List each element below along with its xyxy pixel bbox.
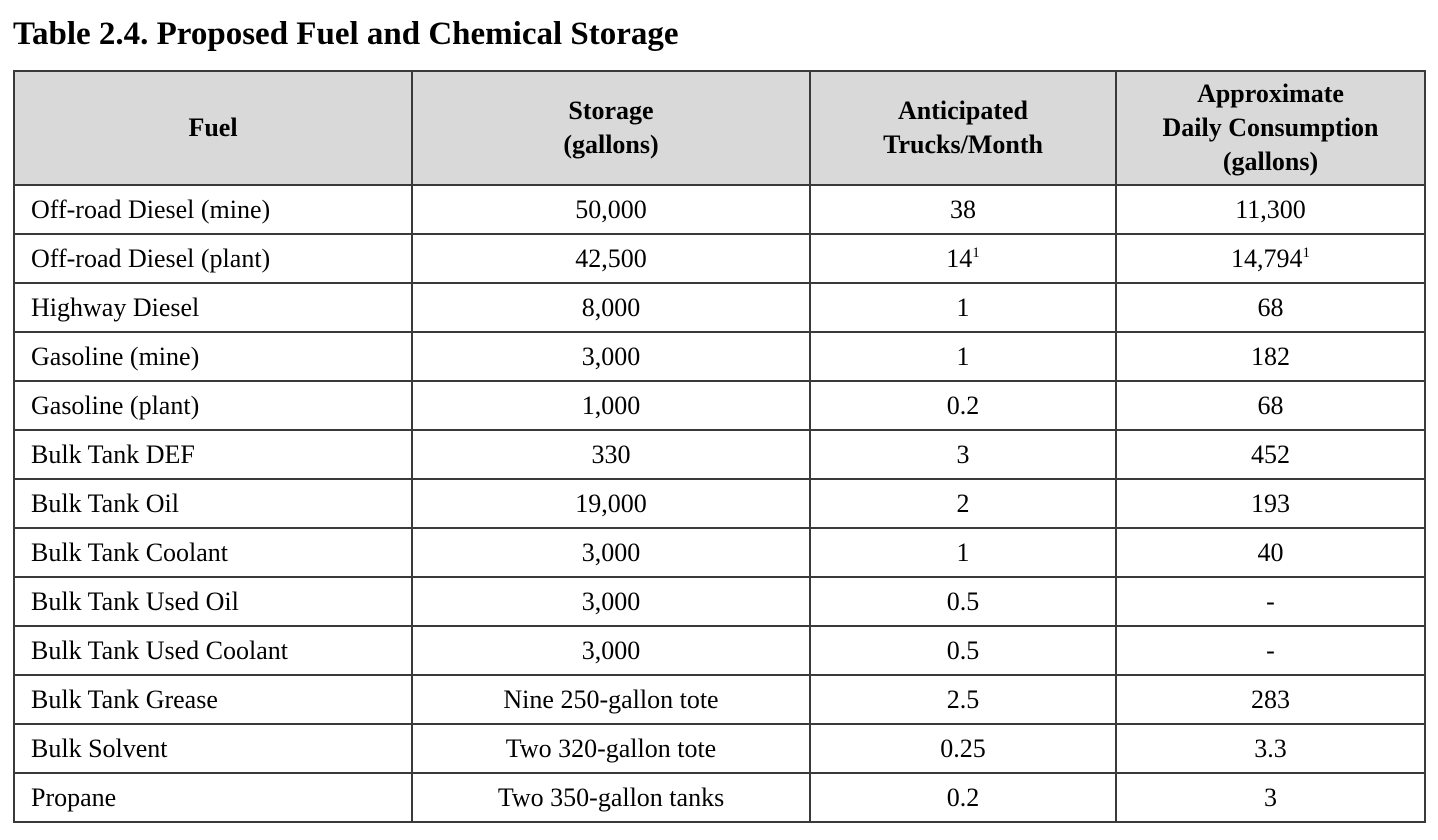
cell-storage — [412, 675, 810, 724]
cell-consumption — [1116, 528, 1425, 577]
cell-fuel-value: Highway Diesel — [31, 292, 200, 322]
cell-fuel-value: Gasoline (mine) — [31, 341, 200, 371]
footnote-marker: 1 — [1302, 244, 1310, 261]
cell-consumption — [1116, 283, 1425, 332]
cell-fuel-value: Bulk Tank Used Coolant — [31, 635, 288, 665]
cell-consumption-value: - — [1266, 586, 1275, 616]
table-row — [14, 626, 1425, 675]
table-row — [14, 528, 1425, 577]
cell-fuel — [14, 234, 412, 283]
cell-trucks-value: 2 — [956, 488, 970, 518]
table-row — [14, 724, 1425, 773]
cell-trucks-value: 0.25 — [940, 733, 986, 763]
table-row — [14, 283, 1425, 332]
header-fuel — [14, 71, 412, 185]
cell-fuel-value: Off-road Diesel (mine) — [31, 194, 271, 224]
cell-consumption-value: - — [1266, 635, 1275, 665]
cell-fuel — [14, 528, 412, 577]
cell-trucks-value: 0.5 — [946, 635, 980, 665]
cell-trucks-value: 1 — [956, 537, 970, 567]
table-row — [14, 675, 1425, 724]
cell-fuel-value: Bulk Tank Coolant — [31, 537, 229, 567]
cell-storage — [412, 479, 810, 528]
cell-trucks — [810, 381, 1116, 430]
cell-fuel — [14, 773, 412, 822]
cell-fuel — [14, 332, 412, 381]
cell-trucks — [810, 626, 1116, 675]
header-line: Trucks/Month — [883, 130, 1043, 159]
cell-fuel-value: Off-road Diesel (plant) — [31, 243, 271, 273]
cell-fuel — [14, 577, 412, 626]
cell-fuel-value: Bulk Tank Oil — [31, 488, 179, 518]
header-line: (gallons) — [1222, 147, 1319, 176]
cell-consumption-value: 3 — [1264, 782, 1277, 812]
fuel-storage-table — [13, 70, 1426, 823]
cell-trucks — [810, 773, 1116, 822]
cell-storage — [412, 185, 810, 234]
header-consumption — [1116, 71, 1425, 185]
cell-storage-value: 3,000 — [581, 537, 641, 567]
table-row — [14, 479, 1425, 528]
cell-fuel — [14, 675, 412, 724]
header-line: Storage — [568, 96, 654, 125]
cell-consumption — [1116, 381, 1425, 430]
cell-storage-value: 19,000 — [575, 488, 647, 518]
cell-trucks — [810, 577, 1116, 626]
cell-trucks — [810, 234, 1116, 283]
cell-fuel — [14, 626, 412, 675]
cell-trucks — [810, 675, 1116, 724]
header-line: (gallons) — [563, 130, 659, 159]
cell-fuel — [14, 381, 412, 430]
footnote-marker: 1 — [972, 244, 980, 261]
cell-trucks — [810, 430, 1116, 479]
header-trucks — [810, 71, 1116, 185]
cell-storage — [412, 626, 810, 675]
cell-trucks-value: 38 — [950, 194, 976, 224]
table-row — [14, 773, 1425, 822]
cell-storage — [412, 381, 810, 430]
cell-trucks — [810, 283, 1116, 332]
cell-fuel-value: Bulk Tank DEF — [31, 439, 195, 469]
table-row — [14, 381, 1425, 430]
cell-storage-value: 50,000 — [575, 194, 647, 224]
cell-trucks-value: 2.5 — [946, 684, 980, 714]
cell-storage-value: 1,000 — [581, 390, 641, 420]
cell-storage-value: 42,500 — [575, 243, 647, 273]
header-storage — [412, 71, 810, 185]
table-body — [14, 185, 1425, 822]
cell-consumption-value: 14,794 — [1231, 243, 1303, 273]
header-line: Approximate — [1197, 79, 1344, 108]
cell-trucks-value: 0.5 — [946, 586, 980, 616]
header-line: Daily Consumption — [1162, 113, 1379, 142]
cell-consumption — [1116, 332, 1425, 381]
cell-trucks-value: 1 — [956, 292, 970, 322]
cell-storage — [412, 528, 810, 577]
cell-storage — [412, 332, 810, 381]
cell-consumption-value: 3.3 — [1254, 733, 1287, 763]
cell-consumption — [1116, 724, 1425, 773]
table-title: Table 2.4. Proposed Fuel and Chemical Storage — [13, 16, 679, 52]
cell-trucks — [810, 528, 1116, 577]
cell-storage — [412, 283, 810, 332]
cell-trucks-value: 0.2 — [946, 782, 980, 812]
table-row — [14, 185, 1425, 234]
cell-trucks — [810, 332, 1116, 381]
cell-trucks — [810, 724, 1116, 773]
cell-consumption — [1116, 430, 1425, 479]
cell-fuel-value: Bulk Tank Used Oil — [31, 586, 239, 616]
cell-consumption — [1116, 626, 1425, 675]
cell-storage-value: Two 320-gallon tote — [505, 733, 717, 763]
cell-consumption — [1116, 577, 1425, 626]
cell-storage-value: 3,000 — [581, 586, 641, 616]
cell-storage — [412, 773, 810, 822]
cell-consumption — [1116, 479, 1425, 528]
cell-fuel-value: Propane — [31, 782, 117, 812]
header-row — [14, 71, 1425, 185]
cell-consumption-value: 283 — [1251, 684, 1290, 714]
cell-storage — [412, 724, 810, 773]
cell-consumption-value: 68 — [1257, 292, 1284, 322]
cell-storage-value: 3,000 — [581, 341, 641, 371]
header-line: Anticipated — [898, 96, 1028, 125]
cell-fuel — [14, 430, 412, 479]
cell-storage-value: 330 — [591, 439, 631, 469]
table-row — [14, 430, 1425, 479]
cell-storage — [412, 234, 810, 283]
cell-fuel — [14, 724, 412, 773]
cell-consumption-value: 452 — [1251, 439, 1290, 469]
cell-consumption — [1116, 675, 1425, 724]
cell-trucks-value: 3 — [956, 439, 970, 469]
cell-storage-value: Two 350-gallon tanks — [497, 782, 725, 812]
cell-trucks — [810, 185, 1116, 234]
table-row — [14, 332, 1425, 381]
cell-consumption-value: 40 — [1257, 537, 1284, 567]
cell-storage — [412, 430, 810, 479]
cell-fuel-value: Gasoline (plant) — [31, 390, 200, 420]
cell-storage-value: 8,000 — [581, 292, 641, 322]
cell-storage — [412, 577, 810, 626]
cell-consumption — [1116, 773, 1425, 822]
cell-trucks-value: 1 — [956, 341, 970, 371]
cell-trucks-value: 0.2 — [946, 390, 980, 420]
cell-consumption-value: 68 — [1257, 390, 1284, 420]
cell-consumption-value: 193 — [1251, 488, 1290, 518]
cell-storage-value: 3,000 — [581, 635, 641, 665]
cell-consumption-value: 11,300 — [1235, 194, 1306, 224]
cell-consumption-value: 182 — [1251, 341, 1290, 371]
table-row — [14, 577, 1425, 626]
table-row — [14, 234, 1425, 283]
cell-fuel — [14, 283, 412, 332]
cell-consumption — [1116, 185, 1425, 234]
cell-storage-value: Nine 250-gallon tote — [503, 684, 719, 714]
cell-trucks — [810, 479, 1116, 528]
cell-fuel — [14, 479, 412, 528]
cell-consumption — [1116, 234, 1425, 283]
cell-trucks-value: 14 — [946, 243, 973, 273]
cell-fuel — [14, 185, 412, 234]
cell-fuel-value: Bulk Tank Grease — [31, 684, 218, 714]
cell-fuel-value: Bulk Solvent — [31, 733, 168, 763]
header-line: Fuel — [188, 113, 238, 142]
